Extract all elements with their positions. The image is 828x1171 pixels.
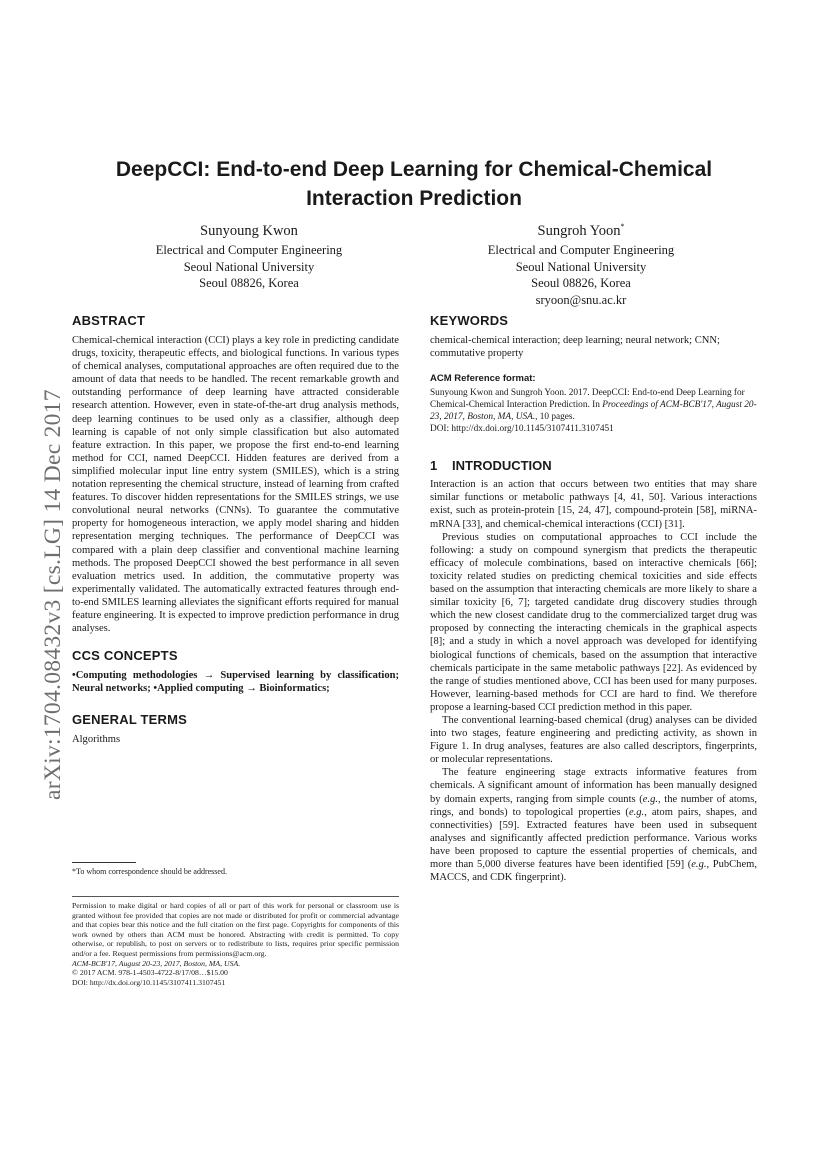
abstract-text: Chemical-chemical interaction (CCI) plays a key role in predicting candidate drugs, toxicity, therapeutic effects, and biological functions. In various types of chemical analyses, computational approaches are often required due to the amount of data that needs to be handled. The recent remarkable growth and outstanding performance of deep learning have attracted considerable research attention. However, even in state-of-the-art drug analysis methods, deep learning continues to be used only as a classifier, although deep learning is capable of not only simple classification but also automated feature extraction. In this paper, we propose the first end-to-end learning method for CCI, named DeepCCI. Hidden features are derived from a simplified molecular input line entry system (SMILES), which is a string notation representing the chemical structure, instead of learning from crafted features. To discover hidden representations for the SMILES strings, we use convolutional neural networks (CNNs). To guarantee the commutative property for homogeneous interaction, we apply model sharing and hidden representation merging techniques. The performance of DeepCCI was compared with a plain deep classifier and conventional machine learning methods. The proposed DeepCCI showed the best performance in all seven evaluation metrics used. In addition, the commutative property was experimentally validated. The automatically extracted features through end-to-end SMILES learning alleviates the significant efforts required for manual feature engineering. It is expected to improve prediction performance in drug analyses. [72,335,399,635]
acm-reference-heading: ACM Reference format: [430,373,536,385]
permission-doi[interactable]: DOI: http://dx.doi.org/10.1145/3107411.3107451 [72,977,226,987]
author-email[interactable]: sryoon@snu.ac.kr [535,292,627,307]
author-university: Seoul National University [183,259,315,274]
ccs-heading: CCS CONCEPTS [72,648,178,664]
abstract-heading: ABSTRACT [72,313,146,328]
author-university: Seoul National University [515,259,647,274]
author-department: Electrical and Computer Engineering [155,243,343,257]
arxiv-id: arXiv:1704.08432v3 [cs.LG] 14 Dec 2017 [40,389,66,800]
author-block-2 [431,221,731,308]
intro-paragraph-4: The feature engineering stage extracts informative features from chemicals. A significant amount of information has been manually designed by domain experts, ranging from simple counts (e.g., the number of atoms, rings, and bonds) to topological properties (e.g., atom pairs, shapes, and connectivities) [59]. Extracted features have been used in subsequent analyses and significantly affected prediction performance. Various works have been proposed to capture the essential properties of chemicals, and more than 5,000 diverse features have been identified [59] (e.g., PubChem, MACCS, and CDK fingerprint). [430,767,758,884]
right-column [430,312,757,884]
footnote: *To whom correspondence should be addressed. [72,867,227,876]
acm-reference-text: Sunyoung Kwon and Sungroh Yoon. 2017. DeepCCI: End-to-end Deep Learning for Chemical-Chemical Interaction Prediction. In Proceedings of ACM-BCB'17, August 20-23, 2017, Boston, MA, USA., 10 pages. DOI: http://dx.doi.org/10.1145/3107411.3107451 [430,388,757,435]
author-department: Electrical and Computer Engineering [487,243,675,257]
intro-paragraph-1: Interaction is an action that occurs between two entities that may share similar functions or metabolic pathways [4, 41, 50]. Various interactions exist, such as protein-protein [15, 24, 47], compound-protein [58], miRNA-mRNA [33], and chemical-chemical interactions (CCI) [31]. [430,479,757,530]
acm-reference-proceedings: Proceedings of ACM-BCB'17, August 20-23, 2017, Boston, MA, USA. [430,400,757,423]
acm-reference-doi[interactable]: DOI: http://dx.doi.org/10.1145/3107411.3107451 [430,424,614,435]
acm-reference [430,372,757,435]
general-terms-heading: GENERAL TERMS [72,712,188,728]
keywords-text: chemical-chemical interaction; deep learning; neural network; CNN; commutative property [430,335,720,360]
footnote-rule [72,862,136,863]
author-address: Seoul 08826, Korea [531,276,631,290]
introduction-heading: 1 INTRODUCTION [430,458,552,474]
general-terms-text: Algorithms [72,734,121,746]
author-block-1 [99,221,399,292]
section-number: 1 [430,458,438,474]
correspondence-mark: * [620,222,625,232]
permission-copyright: © 2017 ACM. 978-1-4503-4722-8/17/08…$15.00 [72,968,228,978]
author-name: Sunyoung Kwon [200,223,298,239]
left-column [72,312,399,746]
intro-paragraph-2: Previous studies on computational approaches to CCI include the following: a study on compound synergism that predicts the therapeutic efficacy of molecule combinations, based on interactive chemicals [66]; toxicity related studies on predicting chemical toxicities and side effects based on the assumption that interacting chemicals are more likely to share a similar toxicity [6, 7]; targeted candidate drug discovery studies through which the new closest candidate drug to the commercialized target drug was proposed by connecting the interacting chemicals in the graphical aspects [8]; and a study in which a novel approach was developed for identifying biological functions of chemicals, based on the assumption that interactive chemicals participate in the same metabolic pathways [22]. As evidenced by the range of studies mentioned above, CCI has been used for many purposes. However, learning-based methods for CCI are hard to find. We therefore propose a learning-based CCI prediction method in this paper. [430,531,757,713]
permission-rule [72,896,399,897]
author-name: Sungroh Yoon* [537,222,625,239]
permission-block [72,901,399,987]
page-title: DeepCCI: End-to-end Deep Learning for Chemical-Chemical Interaction Prediction [115,158,713,210]
permission-text: Permission to make digital or hard copies of all or part of this work for personal or classroom use is granted without fee provided that copies are not made or distributed for profit or commercial advantage and that copies bear this notice and the full citation on the first page. Copyrights for components of this work owned by others than ACM must be honored. Abstracting with credit is permitted. To copy otherwise, or republish, to post on servers or to redistribute to lists, requires prior specific permission and/or a fee. Request permissions from permissions@acm.org. [72,901,399,958]
author-address: Seoul 08826, Korea [199,276,299,290]
intro-paragraph-3: The conventional learning-based chemical (drug) analyses can be divided into two stages, feature engineering and predicting activity, as shown in Figure 1. In drug analyses, features are also called descriptors, fingerprints, or molecular representations. [430,714,757,766]
keywords-heading: KEYWORDS [430,313,509,328]
ccs-text: •Computing methodologies → Supervised learning by classification; Neural networks; •Applied computing → Bioinformatics; [72,670,399,695]
permission-venue: ACM-BCB'17, August 20-23, 2017, Boston, MA, USA. [72,958,241,968]
